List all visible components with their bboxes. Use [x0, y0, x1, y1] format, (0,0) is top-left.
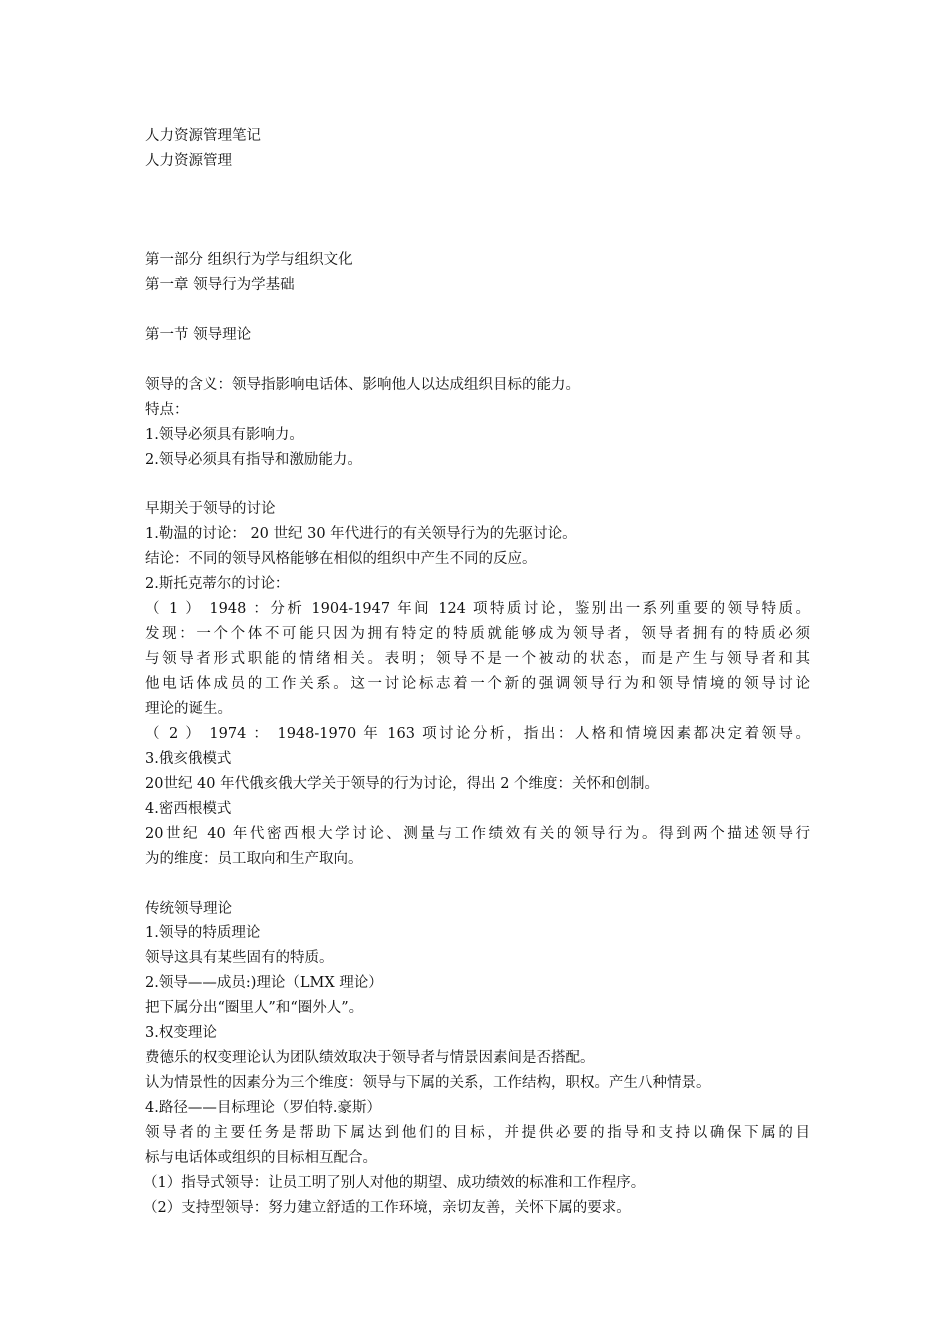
text-line: （ 1 ） 1948 ：分析 1904-1947 年间 124 项特质讨论，鉴别出一系列重要的领导特质。: [145, 601, 810, 617]
section-heading: 第一节 领导理论: [145, 327, 252, 343]
text-line: 标与电话体或组织的目标相互配合。: [145, 1150, 377, 1166]
document-subtitle: 人力资源管理: [145, 153, 232, 169]
text-line: 特点：: [145, 402, 189, 418]
text-line: （2）支持型领导：努力建立舒适的工作环境，亲切友善，关怀下属的要求。: [143, 1200, 631, 1216]
chapter-heading: 第一章 领导行为学基础: [145, 277, 295, 293]
text-line: 费德乐的权变理论认为团队绩效取决于领导者与情景因素间是否搭配。: [145, 1050, 595, 1066]
text-line: 3.俄亥俄模式: [145, 751, 232, 767]
text-line: 1.领导必须具有影响力。: [145, 427, 304, 443]
text-line: 4.路径——目标理论（罗伯特.豪斯）: [145, 1100, 381, 1116]
subsection-heading: 早期关于领导的讨论: [145, 501, 276, 517]
text-line: 2.领导——成员:)理论（LMX 理论）: [145, 975, 383, 991]
part-heading: 第一部分 组织行为学与组织文化: [145, 252, 353, 268]
text-line: （ 2 ） 1974 ： 1948-1970 年 163 项讨论分析，指出：人格和情境因素都决定着领导。: [145, 726, 810, 742]
text-line: 把下属分出“圈里人”和“圈外人”。: [145, 1000, 364, 1016]
text-line: 认为情景性的因素分为三个维度：领导与下属的关系，工作结构，职权。产生八种情景。: [145, 1075, 711, 1091]
text-line: （1）指导式领导：让员工明了别人对他的期望、成功绩效的标准和工作程序。: [143, 1175, 646, 1191]
text-line: 2.领导必须具有指导和激励能力。: [145, 452, 362, 468]
text-line: 4.密西根模式: [145, 801, 232, 817]
text-line: 他电话体成员的工作关系。这一讨论标志着一个新的强调领导行为和领导情境的领导讨论: [145, 676, 810, 692]
text-line: 1.领导的特质理论: [145, 925, 261, 941]
subsection-heading: 传统领导理论: [145, 901, 232, 917]
text-line: 与领导者形式职能的情绪相关。表明；领导不是一个被动的状态，而是产生与领导者和其: [145, 651, 810, 667]
text-line: 发现：一个个体不可能只因为拥有特定的特质就能够成为领导者，领导者拥有的特质必须: [145, 626, 810, 642]
text-line: 1.勒温的讨论： 20 世纪 30 年代进行的有关领导行为的先驱讨论。: [145, 526, 577, 542]
text-line: 20世纪 40 年代俄亥俄大学关于领导的行为讨论，得出 2 个维度：关怀和创制。: [145, 776, 660, 792]
text-line: 结论：不同的领导风格能够在相似的组织中产生不同的反应。: [145, 551, 537, 567]
text-line: 领导这具有某些固有的特质。: [145, 950, 334, 966]
text-line: 2.斯托克蒂尔的讨论：: [145, 576, 290, 592]
document-title: 人力资源管理笔记: [145, 128, 261, 144]
text-line: 领导者的主要任务是帮助下属达到他们的目标，并提供必要的指导和支持以确保下属的目: [145, 1125, 810, 1141]
text-line: 20世纪 40 年代密西根大学讨论、测量与工作绩效有关的领导行为。得到两个描述领导行: [145, 826, 810, 842]
text-line: 为的维度：员工取向和生产取向。: [145, 851, 363, 867]
text-line: 理论的诞生。: [145, 701, 232, 717]
text-line: 领导的含义：领导指影响电话体、影响他人以达成组织目标的能力。: [145, 377, 580, 393]
text-line: 3.权变理论: [145, 1025, 217, 1041]
